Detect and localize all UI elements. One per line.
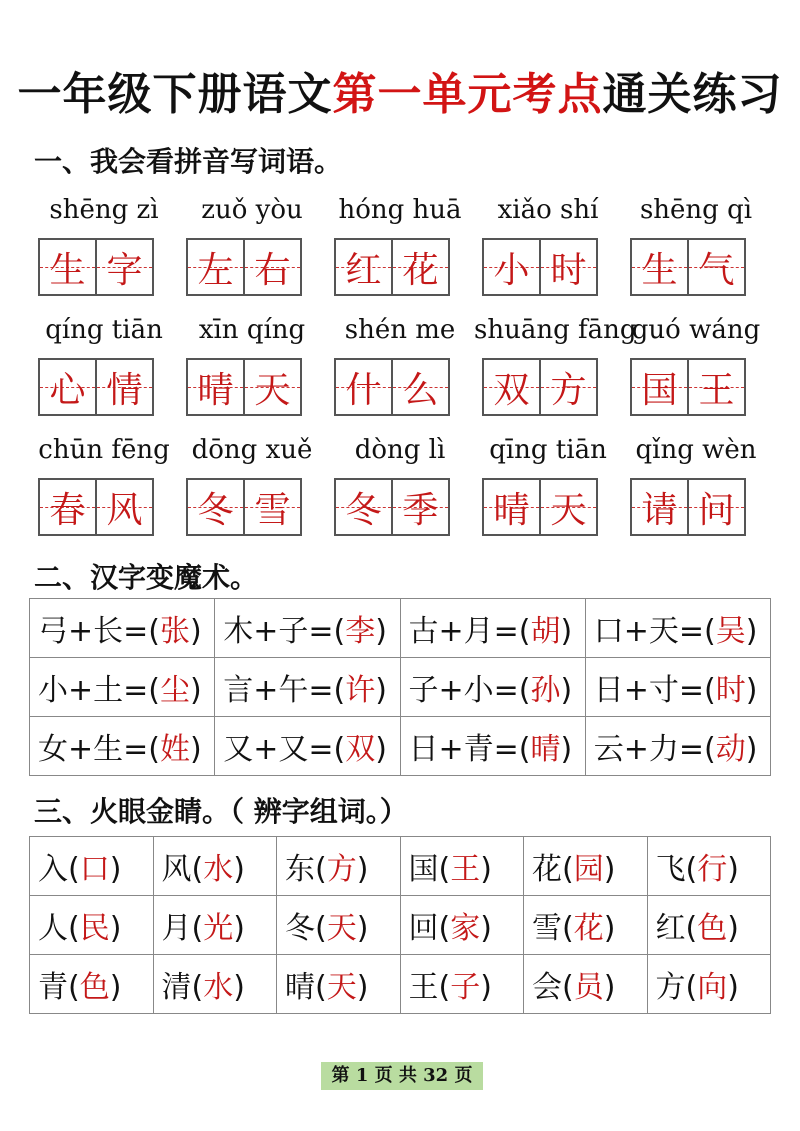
pinyin-item [326, 195, 474, 315]
table-row [30, 896, 771, 955]
table-cell [524, 896, 648, 955]
answer-text: 姓 [159, 732, 190, 767]
closing-paren: ) [356, 911, 369, 946]
table-cell [30, 599, 215, 658]
hanzi-answer: 雪 [254, 489, 291, 531]
question-text: 王( [408, 970, 451, 1005]
hanzi-answer: 生 [641, 249, 678, 291]
table-row [30, 658, 771, 717]
tianzige-cell [188, 360, 245, 414]
table-cell [524, 837, 648, 896]
answer-text: 孙 [530, 673, 561, 708]
question-text: 口+天=( [593, 614, 716, 649]
table-cell [277, 955, 401, 1014]
tianzige-cell [484, 480, 541, 534]
answer-text: 李 [345, 614, 376, 649]
answer-text: 花 [573, 911, 604, 946]
closing-paren: ) [375, 614, 387, 649]
hanzi-answer: 什 [345, 369, 382, 411]
pinyin-item [178, 315, 326, 435]
tianzige-cell [40, 480, 97, 534]
table-cell [400, 955, 524, 1014]
hanzi-answer: 晴 [197, 369, 234, 411]
table-cell [400, 658, 585, 717]
pinyin-item [30, 435, 178, 555]
pinyin-text: zuǒ yòu [201, 195, 303, 225]
hanzi-answer: 左 [197, 249, 234, 291]
tianzige-box [630, 358, 746, 416]
hanzi-answer: 问 [698, 489, 735, 531]
answer-text: 色 [79, 970, 110, 1005]
hanzi-answer: 春 [49, 489, 86, 531]
closing-paren: ) [603, 911, 616, 946]
table-cell [153, 837, 277, 896]
hanzi-answer: 天 [550, 489, 587, 531]
answer-text: 王 [450, 852, 481, 887]
tianzige-cell [541, 240, 596, 294]
pinyin-item [622, 195, 770, 315]
character-magic-table [29, 598, 771, 776]
pinyin-item [622, 315, 770, 435]
question-text: 弓+长=( [38, 614, 160, 649]
hanzi-answer: 花 [402, 249, 439, 291]
closing-paren: ) [745, 732, 758, 767]
pinyin-text: shén me [344, 315, 456, 345]
table-cell [30, 658, 215, 717]
tianzige-box [334, 478, 450, 536]
answer-text: 吴 [715, 614, 746, 649]
pinyin-item [178, 435, 326, 555]
table-cell [647, 896, 771, 955]
hanzi-answer: 右 [254, 249, 291, 291]
question-text: 日+寸=( [593, 673, 716, 708]
question-text: 方( [655, 970, 698, 1005]
table-cell [400, 717, 585, 776]
tianzige-box [482, 358, 598, 416]
answer-text: 民 [79, 911, 110, 946]
tianzige-cell [97, 240, 152, 294]
pinyin-item [622, 435, 770, 555]
hanzi-answer: 风 [106, 489, 143, 531]
tianzige-box [186, 238, 302, 296]
title-part-1: 一年级下册语文 [17, 69, 333, 120]
closing-paren: ) [560, 614, 573, 649]
question-text: 古+月=( [408, 614, 531, 649]
question-text: 女+生=( [38, 732, 160, 767]
answer-text: 水 [203, 970, 234, 1005]
hanzi-answer: 小 [493, 249, 530, 291]
pinyin-text: xīn qíng [198, 315, 306, 345]
closing-paren: ) [189, 673, 202, 708]
closing-paren: ) [727, 970, 739, 1005]
answer-text: 方 [326, 852, 357, 887]
closing-paren: ) [189, 614, 202, 649]
section-2-heading: 二、汉字变魔术。 [34, 561, 259, 594]
tianzige-cell [336, 360, 393, 414]
section-3-heading: 三、火眼金睛。（ 辨字组词。） [34, 795, 408, 828]
pinyin-text: shēng zì [49, 195, 159, 225]
hanzi-answer: 生 [49, 249, 86, 291]
table-row [30, 837, 771, 896]
pinyin-item [178, 195, 326, 315]
tianzige-box [630, 238, 746, 296]
closing-paren: ) [480, 970, 492, 1005]
hanzi-answer: 国 [641, 369, 678, 411]
answer-text: 色 [697, 911, 728, 946]
closing-paren: ) [109, 970, 122, 1005]
tianzige-cell [245, 360, 300, 414]
hanzi-answer: 心 [49, 369, 86, 411]
answer-text: 尘 [159, 673, 190, 708]
table-cell [524, 955, 648, 1014]
table-cell [215, 717, 400, 776]
tianzige-cell [484, 240, 541, 294]
closing-paren: ) [375, 673, 387, 708]
tianzige-cell [632, 360, 689, 414]
closing-paren: ) [109, 911, 122, 946]
tianzige-cell [245, 240, 300, 294]
table-cell [30, 955, 154, 1014]
word-group-table [29, 836, 771, 1014]
answer-text: 家 [450, 911, 481, 946]
hanzi-answer: 王 [698, 369, 735, 411]
table-cell [647, 955, 771, 1014]
hanzi-answer: 红 [345, 249, 382, 291]
tianzige-cell [632, 240, 689, 294]
answer-text: 员 [573, 970, 604, 1005]
table-cell [153, 896, 277, 955]
answer-text: 晴 [530, 732, 561, 767]
table-row [30, 717, 771, 776]
tianzige-box [186, 358, 302, 416]
answer-text: 时 [715, 673, 746, 708]
pinyin-item [474, 315, 637, 435]
table-cell [400, 837, 524, 896]
tianzige-cell [541, 360, 596, 414]
question-text: 木+子=( [223, 614, 346, 649]
closing-paren: ) [745, 673, 758, 708]
table-cell [585, 658, 770, 717]
page-title [0, 58, 800, 122]
tianzige-box [482, 238, 598, 296]
closing-paren: ) [745, 614, 758, 649]
hanzi-answer: 么 [402, 369, 439, 411]
answer-text: 双 [345, 732, 376, 767]
answer-text: 许 [345, 673, 376, 708]
question-text: 飞( [655, 852, 698, 887]
table-cell [585, 717, 770, 776]
table-cell [400, 896, 524, 955]
table-cell [585, 599, 770, 658]
table-cell [30, 837, 154, 896]
tianzige-cell [632, 480, 689, 534]
pinyin-text: qǐng wèn [635, 435, 757, 465]
table-cell [153, 955, 277, 1014]
tianzige-box [38, 478, 154, 536]
hanzi-answer: 时 [550, 249, 587, 291]
tianzige-cell [188, 480, 245, 534]
page-footer: 第 1 页 共 32 页 [321, 1062, 483, 1090]
table-row [30, 599, 771, 658]
question-text: 青( [38, 970, 80, 1005]
tianzige-cell [393, 360, 448, 414]
answer-text: 张 [159, 614, 190, 649]
closing-paren: ) [603, 852, 616, 887]
answer-text: 口 [79, 852, 110, 887]
closing-paren: ) [727, 852, 739, 887]
question-text: 子+小=( [408, 673, 531, 708]
table-cell [215, 599, 400, 658]
question-text: 又+又=( [223, 732, 346, 767]
closing-paren: ) [356, 970, 369, 1005]
pinyin-text: qíng tiān [45, 315, 163, 345]
pinyin-text: guó wáng [631, 315, 761, 345]
tianzige-cell [689, 360, 744, 414]
answer-text: 园 [573, 852, 604, 887]
answer-text: 胡 [530, 614, 561, 649]
closing-paren: ) [233, 970, 245, 1005]
pinyin-text: xiǎo shí [497, 195, 599, 225]
pinyin-item [474, 195, 622, 315]
tianzige-box [482, 478, 598, 536]
hanzi-answer: 字 [106, 249, 143, 291]
tianzige-cell [689, 240, 744, 294]
closing-paren: ) [233, 852, 245, 887]
closing-paren: ) [109, 852, 122, 887]
closing-paren: ) [560, 732, 573, 767]
hanzi-answer: 请 [641, 489, 678, 531]
hanzi-answer: 方 [550, 369, 587, 411]
question-text: 国( [408, 852, 451, 887]
hanzi-answer: 冬 [197, 489, 234, 531]
question-text: 云+力=( [593, 732, 716, 767]
question-text: 清( [161, 970, 204, 1005]
table-row [30, 955, 771, 1014]
tianzige-cell [336, 240, 393, 294]
tianzige-box [334, 238, 450, 296]
question-text: 月( [161, 911, 204, 946]
closing-paren: ) [189, 732, 202, 767]
title-part-2: 第一单元考点 [332, 69, 603, 120]
question-text: 小+土=( [38, 673, 160, 708]
pinyin-item [30, 195, 178, 315]
pinyin-text: chūn fēng [38, 435, 170, 465]
answer-text: 天 [326, 911, 357, 946]
pinyin-item [474, 435, 622, 555]
tianzige-cell [393, 240, 448, 294]
question-text: 晴( [285, 970, 327, 1005]
closing-paren: ) [603, 970, 616, 1005]
pinyin-item [30, 315, 178, 435]
pinyin-item [326, 315, 474, 435]
table-cell [400, 599, 585, 658]
question-text: 冬( [285, 911, 327, 946]
tianzige-cell [541, 480, 596, 534]
question-text: 风( [161, 852, 204, 887]
hanzi-answer: 双 [493, 369, 530, 411]
question-text: 会( [532, 970, 574, 1005]
tianzige-cell [336, 480, 393, 534]
tianzige-box [334, 358, 450, 416]
table-cell [30, 896, 154, 955]
tianzige-cell [245, 480, 300, 534]
tianzige-box [38, 238, 154, 296]
question-text: 人( [38, 911, 80, 946]
answer-text: 子 [450, 970, 481, 1005]
pinyin-text: hóng huā [338, 195, 462, 225]
tianzige-cell [40, 240, 97, 294]
closing-paren: ) [356, 852, 369, 887]
question-text: 东( [285, 852, 327, 887]
question-text: 日+青=( [408, 732, 531, 767]
answer-text: 水 [203, 852, 234, 887]
answer-text: 动 [715, 732, 746, 767]
hanzi-answer: 天 [254, 369, 291, 411]
question-text: 雪( [532, 911, 574, 946]
closing-paren: ) [727, 911, 739, 946]
hanzi-answer: 季 [402, 489, 439, 531]
table-cell [647, 837, 771, 896]
answer-text: 行 [697, 852, 728, 887]
table-cell [215, 658, 400, 717]
pinyin-text: dōng xuě [191, 435, 313, 465]
hanzi-answer: 气 [698, 249, 735, 291]
closing-paren: ) [375, 732, 387, 767]
pinyin-text: qīng tiān [489, 435, 607, 465]
title-part-3: 通关练习 [602, 69, 783, 120]
pinyin-item [326, 435, 474, 555]
hanzi-answer: 情 [106, 369, 143, 411]
table-cell [30, 717, 215, 776]
answer-text: 天 [326, 970, 357, 1005]
tianzige-cell [484, 360, 541, 414]
question-text: 回( [408, 911, 451, 946]
pinyin-row [30, 195, 770, 315]
pinyin-text: shuāng fāng [474, 315, 637, 345]
tianzige-cell [97, 360, 152, 414]
pinyin-text: shēng qì [639, 195, 753, 225]
tianzige-cell [188, 240, 245, 294]
question-text: 言+午=( [223, 673, 346, 708]
answer-text: 向 [697, 970, 728, 1005]
pinyin-grid [30, 195, 770, 555]
pinyin-text: dòng lì [354, 435, 446, 465]
table-cell [277, 896, 401, 955]
pinyin-row [30, 315, 770, 435]
section-1-heading: 一、我会看拼音写词语。 [34, 145, 343, 178]
question-text: 红( [655, 911, 698, 946]
closing-paren: ) [233, 911, 245, 946]
answer-text: 光 [203, 911, 234, 946]
table-cell [277, 837, 401, 896]
question-text: 入( [38, 852, 80, 887]
question-text: 花( [532, 852, 574, 887]
tianzige-cell [689, 480, 744, 534]
hanzi-answer: 晴 [493, 489, 530, 531]
tianzige-box [38, 358, 154, 416]
closing-paren: ) [480, 852, 492, 887]
hanzi-answer: 冬 [345, 489, 382, 531]
tianzige-box [186, 478, 302, 536]
closing-paren: ) [480, 911, 492, 946]
pinyin-row [30, 435, 770, 555]
tianzige-cell [97, 480, 152, 534]
tianzige-box [630, 478, 746, 536]
tianzige-cell [393, 480, 448, 534]
tianzige-cell [40, 360, 97, 414]
closing-paren: ) [560, 673, 573, 708]
